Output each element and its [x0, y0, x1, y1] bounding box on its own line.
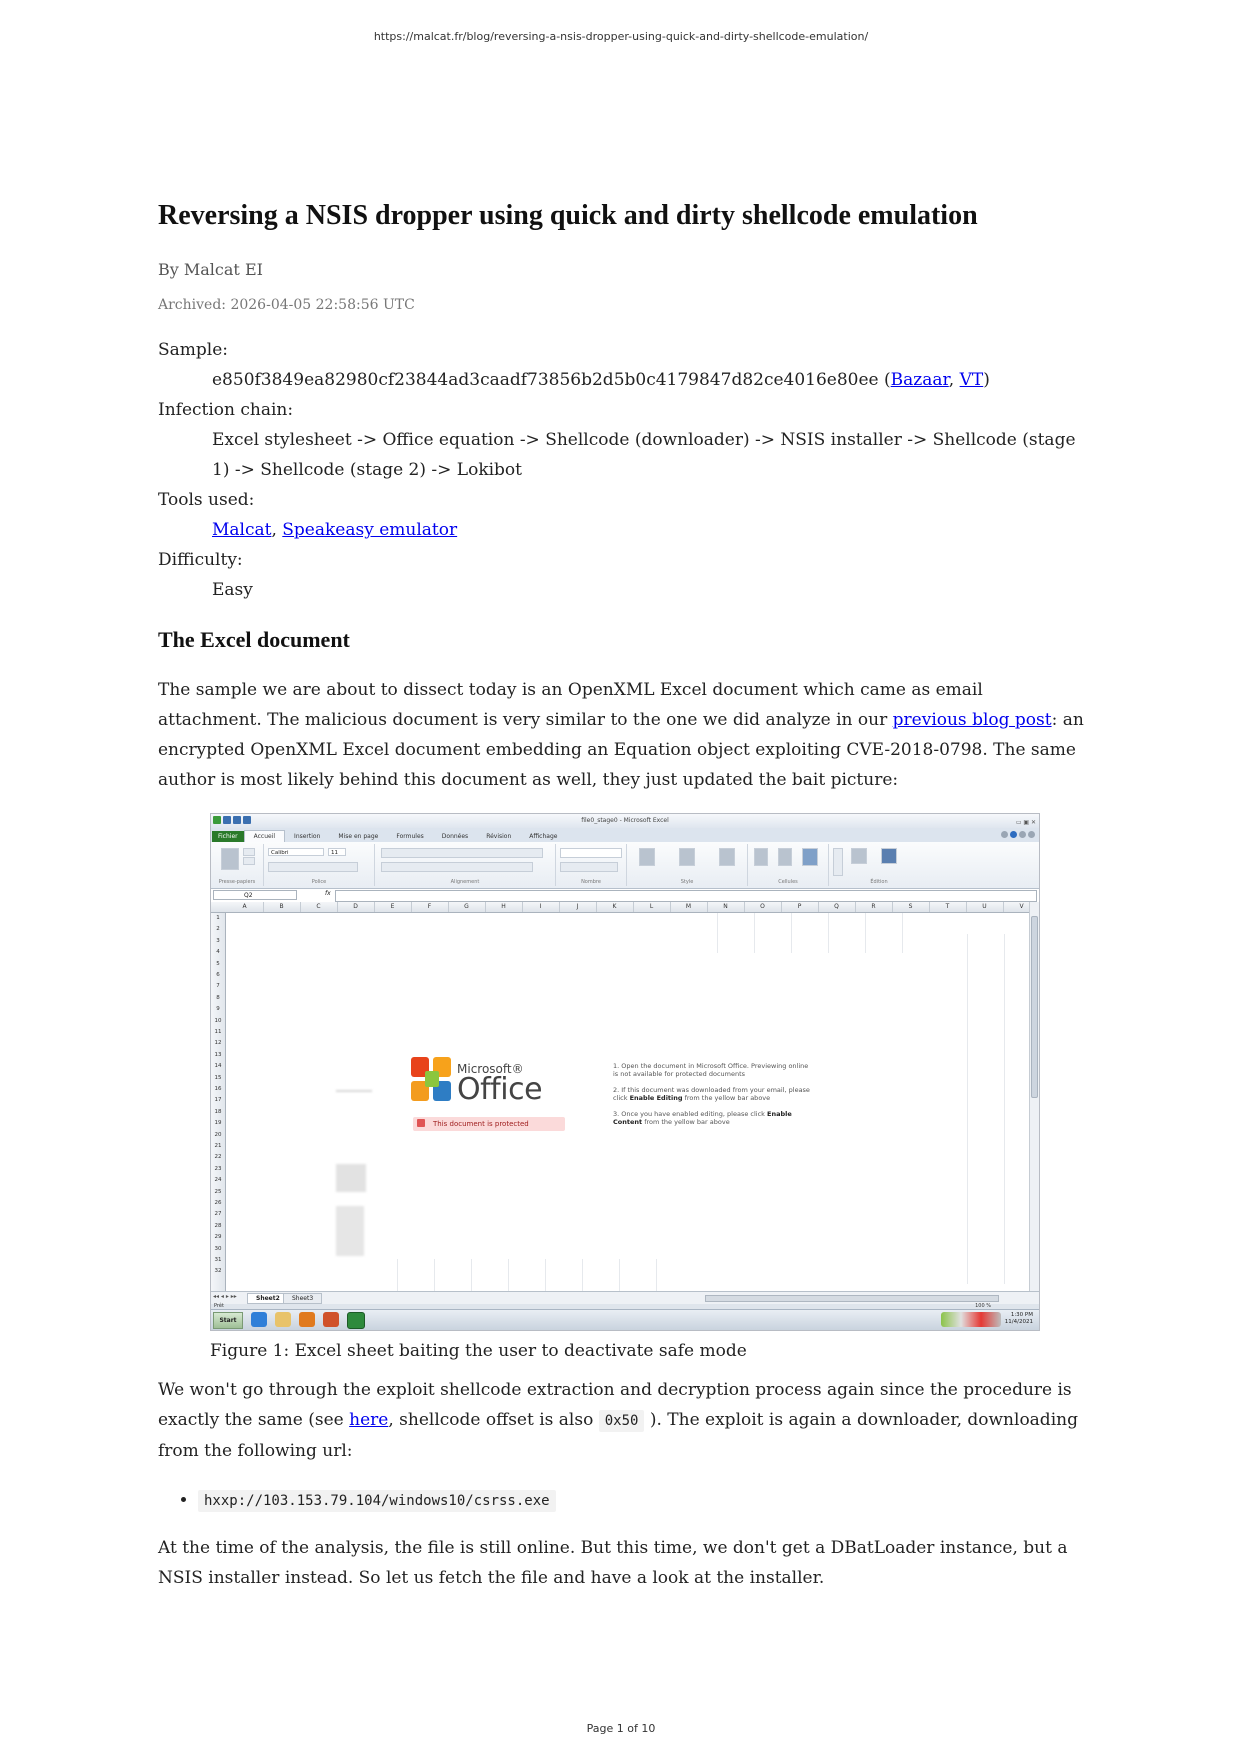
protected-text: This document is protected [433, 1120, 529, 1128]
tab-affichage: Affichage [529, 833, 558, 840]
alignment-row-2 [381, 862, 533, 872]
blurred-text-1 [336, 1090, 372, 1092]
page-url: https://malcat.fr/blog/reversing-a-nsis-dropper-using-quick-and-dirty-shellcode-emulation/ [373, 30, 869, 43]
tab-insertion: Insertion [294, 833, 321, 840]
byline: By Malcat EI [158, 260, 263, 279]
conditional-format-icon [639, 848, 655, 866]
table-format-icon [679, 848, 695, 866]
column-header: N [707, 902, 745, 912]
explorer-icon [275, 1312, 291, 1327]
column-header: T [929, 902, 967, 912]
excel-titlebar [211, 814, 1039, 828]
sheet-tab-sheet2: Sheet2 [247, 1293, 289, 1304]
step2-text-a: 2. If this document was downloaded from your email, please click [613, 1086, 810, 1102]
column-header: C [300, 902, 338, 912]
tab-revision: Révision [486, 833, 512, 840]
column-header: O [744, 902, 782, 912]
group-cells [748, 844, 829, 886]
group-label-clipboard: Presse-papiers [218, 879, 256, 885]
exploit-text-a: We won't go through the exploit shellcode extraction and decryption process again since the procedure is exactly the same (see [158, 1380, 1072, 1430]
tab-fichier: Fichier [212, 831, 244, 842]
column-header: G [448, 902, 486, 912]
faint-grid-right [931, 934, 1019, 1284]
previous-post-link[interactable]: previous blog post [892, 710, 1052, 730]
column-header: F [411, 902, 449, 912]
row-header: 26 [214, 1200, 222, 1206]
figure-excel [210, 813, 1088, 1361]
archived-date: Archived: 2026-04-05 22:58:56 UTC [158, 297, 415, 313]
group-alignment [375, 844, 556, 886]
intro-text-a: The sample we are about to dissect today is an OpenXML Excel document which came as email attachment. The malicious document is very similar to the one we did analyze in our [158, 680, 983, 730]
row-headers [211, 913, 226, 1292]
font-format-row [268, 862, 358, 872]
column-header: R [855, 902, 893, 912]
row-header: 19 [214, 1120, 222, 1127]
column-header: H [485, 902, 523, 912]
lock-icon [417, 1119, 425, 1127]
group-number [556, 844, 627, 886]
column-header: P [781, 902, 819, 912]
group-style [627, 844, 748, 886]
row-header: 17 [214, 1097, 222, 1104]
group-label-cells: Cellules [778, 879, 798, 885]
paragraph-intro [158, 675, 1088, 795]
cut-icon [243, 848, 255, 856]
number-format-box [560, 848, 622, 858]
paste-icon [221, 848, 239, 870]
clock-time: 1:30 PM [1010, 1312, 1033, 1318]
blurred-block-1 [336, 1164, 366, 1192]
bazaar-link[interactable]: Bazaar [890, 370, 949, 390]
tray-icons [941, 1312, 1001, 1327]
vt-link[interactable]: VT [959, 370, 984, 390]
group-label-style: Style [680, 879, 694, 885]
clock-date: 11/4/2021 [1004, 1319, 1033, 1325]
here-link[interactable]: here [349, 1410, 389, 1430]
intro-text-b: : an encrypted OpenXML Excel document embedding an Equation object exploiting CVE-2018-0798. The same author is most likely behind this document as well, they just updated the bait picture: [158, 710, 1084, 790]
excel-screenshot [210, 813, 1040, 1331]
start-button: Start [213, 1312, 243, 1329]
row-header: 20 [214, 1131, 222, 1138]
speakeasy-link[interactable]: Speakeasy emulator [282, 520, 458, 540]
office-wordmark-small: Microsoft® [457, 1062, 524, 1076]
article [158, 200, 1088, 1611]
sample-value [212, 365, 1088, 395]
row-header: 15 [214, 1074, 222, 1081]
alignment-row-1 [381, 848, 543, 858]
step3-text-a: 3. Once you have enabled editing, please click [613, 1110, 768, 1118]
tab-formules: Formules [396, 833, 424, 840]
row-header: 21 [214, 1143, 222, 1149]
malcat-link[interactable]: Malcat [212, 520, 272, 540]
sample-hash: e850f3849ea82980cf23844ad3caadf73856b2d5b0c4179847d82ce4016e80ee [212, 370, 879, 390]
column-header: U [966, 902, 1004, 912]
fx-icon: fx [325, 890, 331, 897]
row-header: 1 [216, 915, 220, 921]
difficulty-value: Easy [212, 580, 253, 600]
group-label-number: Nombre [581, 879, 601, 885]
row-header: 30 [214, 1245, 222, 1252]
windows-taskbar [211, 1309, 1039, 1330]
figure-caption: Figure 1: Excel sheet baiting the user to deactivate safe mode [210, 1341, 747, 1361]
window-controls-icon: ▭ ▣ ✕ [1015, 819, 1036, 826]
column-header: A [226, 902, 264, 912]
sample-close: ) [983, 370, 990, 390]
column-header: K [596, 902, 634, 912]
group-font [264, 844, 375, 886]
section-heading: The Excel document [158, 627, 350, 652]
difficulty-label: Difficulty: [158, 550, 243, 570]
row-header: 29 [214, 1234, 222, 1241]
faint-grid-top [681, 913, 921, 953]
step2-text-c: from the yellow bar above [682, 1094, 771, 1102]
zoom-level: 100 % [975, 1303, 991, 1309]
row-header: 8 [216, 994, 220, 1001]
step2-bold: Enable Editing [629, 1094, 683, 1102]
status-ready: Prêt [214, 1303, 224, 1309]
group-label-editing: Édition [870, 879, 888, 885]
tools-label: Tools used: [158, 490, 255, 510]
media-player-icon [299, 1312, 315, 1327]
exploit-text-b: , shellcode offset is also [388, 1410, 599, 1430]
column-header: J [559, 902, 597, 912]
paragraph-nsis: At the time of the analysis, the file is still online. But this time, we don't get a DBatLoader instance, but a NSIS installer instead. So let us fetch the file and have a look at the installer. [158, 1538, 1068, 1588]
column-header: I [522, 902, 560, 912]
offset-code: 0x50 [599, 1410, 645, 1432]
exploit-text-c: ). The exploit is again a downloader, downloading from the following url: [158, 1410, 1078, 1461]
row-header: 16 [214, 1086, 222, 1092]
excel-window-title: file0_stage0 - Microsoft Excel [581, 817, 669, 824]
tab-accueil: Accueil [244, 830, 285, 842]
tools-value [212, 515, 1088, 545]
tab-donnees: Données [441, 833, 469, 840]
step3-bold: Enable Content [613, 1110, 792, 1126]
row-header: 13 [214, 1051, 222, 1058]
sheet-nav-icon: ◂◂ ◂ ▸ ▸▸ [213, 1293, 237, 1300]
metadata-list [158, 335, 1088, 605]
blurred-block-2 [336, 1206, 364, 1256]
firefox-icon [323, 1312, 339, 1327]
url-list [158, 1484, 1088, 1517]
insert-cell-icon [754, 848, 768, 866]
delete-cell-icon [778, 848, 792, 866]
row-header: 28 [214, 1222, 222, 1229]
sort-filter-icon [851, 848, 867, 864]
page-number: Page 1 of 10 [586, 1722, 656, 1735]
row-header: 10 [214, 1017, 222, 1024]
group-label-alignment: Alignement [450, 879, 480, 885]
row-header: 23 [214, 1165, 222, 1172]
column-headers [211, 902, 1039, 913]
excel-taskbar-icon [347, 1312, 365, 1329]
sum-icon [833, 848, 843, 876]
sample-sep: , [948, 370, 960, 390]
row-header: 22 [214, 1154, 222, 1161]
row-header: 4 [216, 949, 220, 956]
paragraph-exploit [158, 1375, 1088, 1466]
download-url-code: hxxp://103.153.79.104/windows10/csrss.exe [198, 1490, 556, 1512]
row-header: 27 [214, 1211, 222, 1218]
row-header: 18 [214, 1108, 222, 1115]
font-size-box: 11 [328, 848, 346, 856]
step3-text-c: from the yellow bar above [642, 1118, 730, 1126]
column-header: E [374, 902, 412, 912]
column-header: Q [818, 902, 856, 912]
cell-styles-icon [719, 848, 735, 866]
formula-input [335, 890, 1037, 902]
ribbon [211, 842, 1039, 889]
column-header: B [263, 902, 301, 912]
protected-banner [413, 1117, 565, 1131]
group-editing [829, 844, 929, 886]
formula-bar [211, 889, 1039, 903]
row-header: 5 [216, 960, 220, 967]
column-header: L [633, 902, 671, 912]
name-box: Q2 [213, 890, 297, 900]
sheet-tab-sheet3: Sheet3 [283, 1293, 322, 1304]
bait-instructions [613, 1062, 813, 1134]
office-wordmark-big: Office [457, 1072, 543, 1107]
tools-sep: , [271, 520, 283, 540]
column-header: V [1003, 902, 1040, 912]
row-header: 12 [214, 1040, 222, 1047]
ribbon-tabs [211, 828, 1039, 842]
quick-access-icons [213, 816, 251, 824]
row-header: 11 [214, 1029, 222, 1035]
step-1: 1. Open the document in Microsoft Office. Previewing online is not available for protected documents [613, 1062, 809, 1078]
sheet-tabs [211, 1291, 1039, 1304]
group-clipboard [211, 844, 264, 886]
row-header: 31 [214, 1257, 222, 1263]
find-select-icon [881, 848, 897, 864]
row-header: 32 [214, 1268, 222, 1275]
row-header: 6 [216, 972, 220, 978]
list-item [198, 1484, 1088, 1517]
infection-label: Infection chain: [158, 400, 294, 420]
sample-open: ( [878, 370, 891, 390]
font-name-box: Calibri [268, 848, 324, 856]
sample-label: Sample: [158, 340, 229, 360]
taskbar-clock [1005, 1312, 1033, 1326]
row-header: 14 [214, 1063, 222, 1070]
row-header: 2 [216, 926, 220, 933]
number-buttons [560, 862, 618, 872]
office-wordmark [457, 1062, 542, 1107]
horizontal-scrollbar [705, 1295, 999, 1302]
row-header: 9 [216, 1006, 220, 1013]
row-header: 3 [216, 937, 220, 944]
infection-value: Excel stylesheet -> Office equation -> Shellcode (downloader) -> NSIS installer -> Shellcode (stage 1) -> Shellcode (stage 2) -> Lokibot [212, 430, 1076, 480]
office-logo-icon [411, 1057, 453, 1103]
column-header: S [892, 902, 930, 912]
row-header: 24 [214, 1177, 222, 1184]
column-header: M [670, 902, 708, 912]
group-label-font: Police [311, 879, 327, 885]
tab-mise-en-page: Mise en page [338, 833, 379, 840]
step-3 [613, 1110, 813, 1126]
help-icons [1001, 831, 1035, 838]
row-header: 25 [214, 1188, 222, 1195]
ie-icon [251, 1312, 267, 1327]
vertical-scrollbar [1029, 902, 1039, 1292]
column-header: D [337, 902, 375, 912]
row-header: 7 [216, 983, 220, 990]
step-2 [613, 1086, 813, 1102]
format-cell-icon [802, 848, 818, 866]
faint-grid-bottom [361, 1259, 691, 1291]
page-title: Reversing a NSIS dropper using quick and dirty shellcode emulation [158, 200, 978, 231]
copy-icon [243, 857, 255, 865]
